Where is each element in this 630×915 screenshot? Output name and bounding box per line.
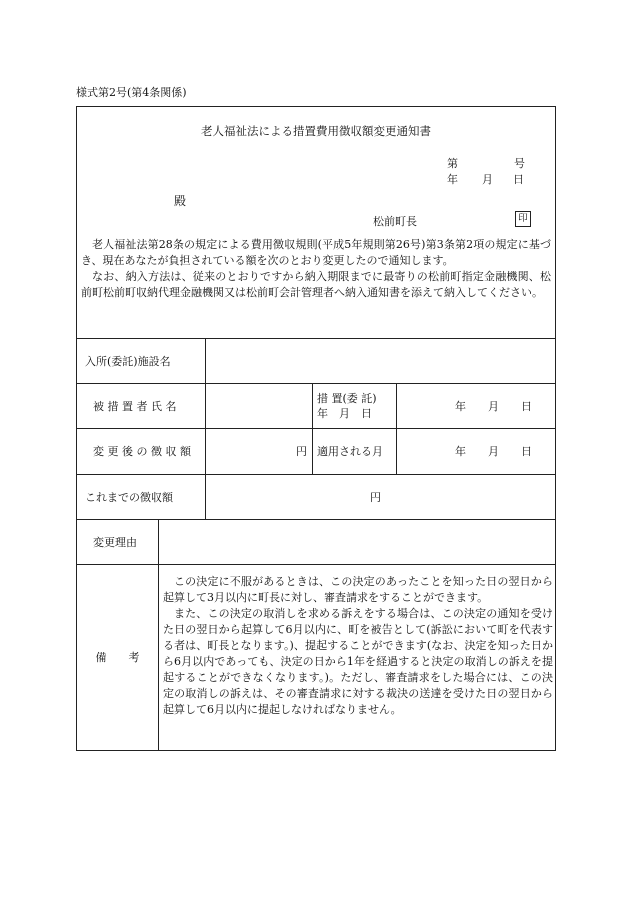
date-month: 月: [482, 173, 493, 186]
applied-month-value[interactable]: 年 月 日: [455, 445, 532, 458]
previous-amount-value[interactable]: [207, 474, 553, 519]
notice-title: 老人福祉法による措置費用徴収額変更通知書: [201, 124, 431, 138]
remarks-body: [163, 574, 553, 718]
previous-amount-label: これまでの徴収額: [85, 490, 173, 504]
mid-column-divider-2: [396, 383, 397, 474]
issuer-name: 松前町長: [373, 215, 417, 228]
facility-label: 入所(委託)施設名: [85, 354, 171, 368]
reason-label: 変更理由: [93, 535, 137, 549]
lower-label-column-divider: [158, 519, 159, 750]
notice-date: [447, 171, 524, 187]
form-number: 様式第2号(第4条関係): [76, 86, 187, 99]
addressee-suffix: 殿: [174, 194, 187, 208]
remarks-paragraph-1: この決定に不服があるときは、この決定のあったことを知った日の翌日から起算して3月以内に町長に対し、審査請求をすることができます。: [163, 575, 553, 604]
recipient-value[interactable]: [207, 383, 311, 428]
label-column-divider: [205, 338, 206, 519]
notice-form: [76, 106, 556, 751]
new-amount-value[interactable]: [207, 428, 307, 474]
measure-date-label: [317, 383, 395, 428]
mid-column-divider-1: [312, 383, 313, 474]
measure-date-value[interactable]: 年 月 日: [455, 399, 532, 413]
body-paragraph-2: なお、納入方法は、従来のとおりですから納入期限までに最寄りの松前町指定金融機関、松前町松前町収納代理金融機関又は松前町会計管理者へ納入通知書を添えて納入してください。: [81, 270, 551, 299]
notice-number: [447, 155, 525, 171]
new-amount-yen-unit: 円: [296, 445, 307, 458]
remarks-paragraph-2: また、この決定の取消しを求める訴えをする場合は、この決定の通知を受けた日の翌日から起算して6月以内に、町を被告として(訴訟において町を代表する者は、町長となります。)、提起することができます(なお、決定を知った日から6月以内であっても、決定の日から1年を経過すると決定の取消しの訴えを提起することができなくなります。)。ただし、審査請求をした場合には、この決定の取消しの訴えは、その審査請求に対する裁決の送達を受けた日の翌日から起算して6月以内に提起しなければなりません。: [163, 607, 553, 716]
remarks-label: 備 考: [95, 651, 140, 664]
new-amount-label: 変 更 後 の 徴 収 額: [93, 445, 191, 458]
notice-body: [81, 237, 551, 301]
number-go: 号: [514, 157, 525, 170]
reason-value[interactable]: [161, 519, 553, 564]
measure-date-label-line1: 措 置(委 託): [317, 391, 377, 405]
number-dai: 第: [447, 157, 458, 170]
measure-date-label-line2: 年 月 日: [317, 406, 372, 420]
seal-mark: 印: [515, 211, 531, 227]
previous-amount-yen-unit: 円: [370, 490, 381, 504]
body-paragraph-1: 老人福祉法第28条の規定による費用徴収規則(平成5年規則第26号)第3条第2項の規定に基づき、現在あなたが負担されている額を次のとおり変更したので通知します。: [81, 238, 551, 267]
facility-value[interactable]: [207, 338, 553, 383]
date-year: 年: [447, 173, 458, 186]
recipient-label: 被 措 置 者 氏 名: [93, 399, 177, 413]
date-day: 日: [513, 173, 524, 186]
applied-month-label: 適用される月: [317, 445, 383, 458]
